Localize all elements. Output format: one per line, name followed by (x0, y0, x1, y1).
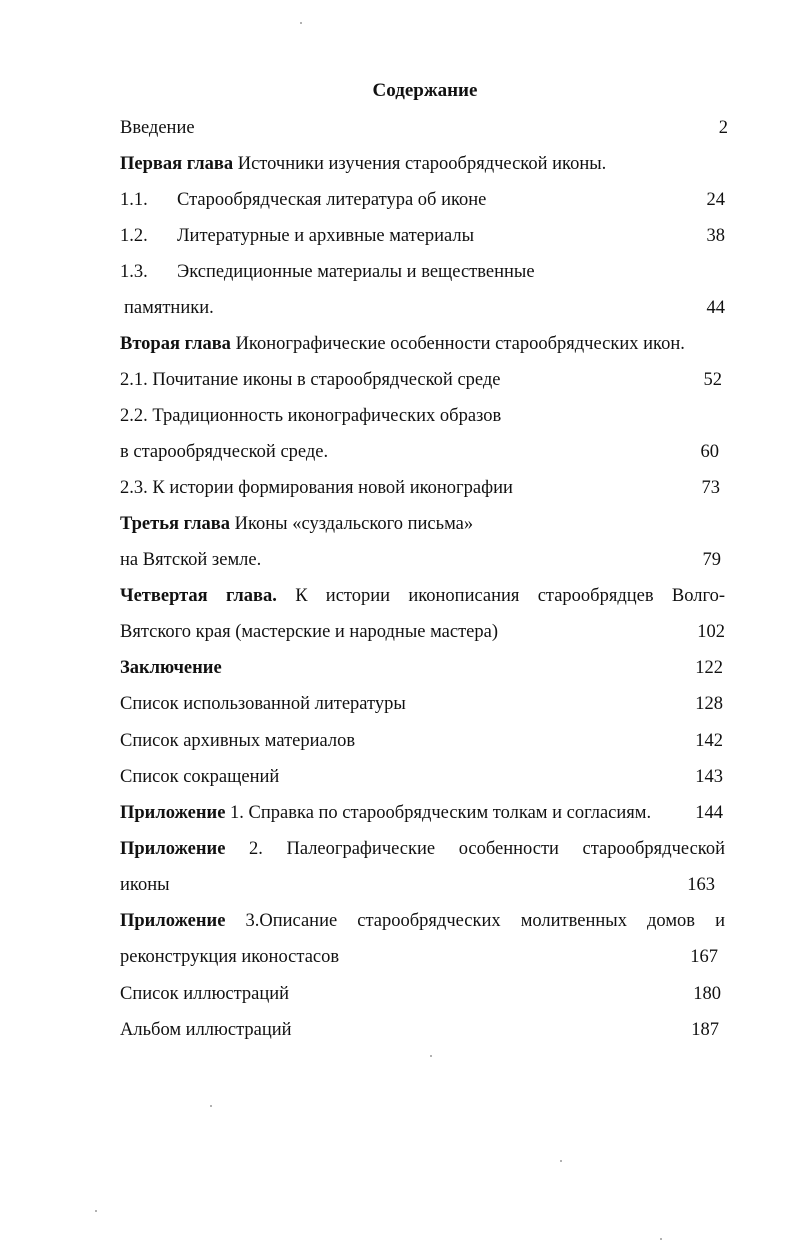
toc-label-continued: иконы (120, 875, 170, 895)
toc-chapter-2 (120, 332, 725, 356)
toc-entry-2-1 (120, 368, 725, 392)
toc-chapter-3-cont (120, 548, 725, 572)
toc-entry-2-3 (120, 476, 725, 500)
toc-label: Экспедиционные материалы и вещественные (177, 262, 535, 282)
toc-label: 2.3. К истории формирования новой иконографии (120, 478, 513, 498)
section-number: 1.1. (120, 190, 148, 210)
toc-appendix-2 (120, 837, 725, 861)
toc-label: Литературные и архивные материалы (177, 226, 475, 246)
toc-entry-conclusion (120, 656, 725, 680)
toc-page-number: 163 (687, 875, 715, 895)
toc-label: Список архивных материалов (120, 731, 356, 751)
toc-page-number: 44 (706, 298, 725, 318)
toc-entry-archives (120, 729, 725, 753)
toc-page-number: 143 (695, 767, 723, 787)
toc-entry-illustrations (120, 982, 725, 1006)
chapter-title: Источники изучения старообрядческой иконы. (233, 154, 607, 174)
section-number: 1.3. (120, 262, 148, 282)
toc-entry-1-2 (120, 224, 725, 248)
chapter-heading: Первая глава (120, 154, 234, 174)
scan-speck (95, 1210, 97, 1212)
toc-page-number: 2 (718, 118, 728, 138)
toc-page-number: 79 (702, 550, 721, 570)
toc-entry-literature (120, 692, 725, 716)
appendix-heading: Приложение (120, 803, 226, 823)
toc-chapter-4-cont (120, 620, 725, 644)
toc-entry-album (120, 1018, 725, 1042)
toc-page-number: 142 (695, 731, 723, 751)
toc-page-number: 38 (706, 226, 725, 246)
toc-appendix-3 (120, 909, 725, 933)
scan-speck (560, 1160, 562, 1162)
appendix-title: 2. Палеографические особенности старообрядческой (225, 839, 725, 859)
toc-page-number: 52 (703, 370, 722, 390)
toc-appendix-3-cont (120, 945, 725, 969)
scan-speck (300, 22, 302, 24)
toc-entry-1-3-cont (124, 296, 729, 320)
toc-label: 2.1. Почитание иконы в старообрядческой среде (120, 370, 501, 390)
toc-chapter-3 (120, 512, 725, 536)
toc-page-number: 128 (695, 694, 723, 714)
chapter-heading: Четвертая глава. (120, 586, 277, 606)
toc-label: 2.2. Традиционность иконографических образов (120, 406, 502, 426)
chapter-heading: Третья глава (120, 514, 230, 534)
toc-label: Заключение (120, 658, 222, 678)
toc-label-continued: реконструкция иконостасов (120, 947, 340, 967)
toc-page-number: 144 (695, 803, 723, 823)
toc-entry-abbreviations (120, 765, 725, 789)
appendix-heading: Приложение (120, 911, 226, 931)
toc-label-continued: памятники. (124, 298, 214, 318)
toc-page-number: 102 (697, 622, 725, 642)
toc-page-number: 24 (706, 190, 725, 210)
toc-page-number: 167 (690, 947, 718, 967)
toc-label: Список использованной литературы (120, 694, 406, 714)
toc-page-number: 180 (693, 984, 721, 1004)
toc-chapter-1 (120, 152, 725, 176)
toc-label-continued: Вятского края (мастерские и народные мастера) (120, 622, 499, 642)
toc-label: Список иллюстраций (120, 984, 290, 1004)
chapter-title: К истории иконописания старообрядцев Волго- (276, 586, 725, 606)
toc-page-number: 60 (700, 442, 719, 462)
appendix-title: 1. Справка по старообрядческим толкам и согласиям. (225, 803, 652, 823)
toc-label: Старообрядческая литература об иконе (177, 190, 487, 210)
toc-entry-2-2-cont (120, 440, 725, 464)
toc-entry-1-1 (120, 188, 725, 212)
toc-entry-2-2 (120, 404, 725, 428)
toc-page-number: 73 (701, 478, 720, 498)
toc-label-continued: на Вятской земле. (120, 550, 262, 570)
toc-page-number: 187 (691, 1020, 719, 1040)
toc-chapter-4 (120, 584, 725, 608)
scan-speck (430, 1055, 432, 1057)
chapter-title: Иконы «суздальского письма» (229, 514, 474, 534)
appendix-heading: Приложение (120, 839, 226, 859)
toc-entry-1-3 (120, 260, 725, 284)
toc-label: Список сокращений (120, 767, 280, 787)
toc-entry-intro (120, 116, 728, 140)
toc-page-number: 122 (695, 658, 723, 678)
toc-appendix-1 (120, 801, 725, 825)
scan-speck (210, 1105, 212, 1107)
toc-label-continued: в старообрядческой среде. (120, 442, 329, 462)
toc-title: Содержание (372, 80, 478, 101)
toc-label: Альбом иллюстраций (120, 1020, 292, 1040)
chapter-heading: Вторая глава (120, 334, 231, 354)
chapter-title: Иконографические особенности старообрядческих икон. (230, 334, 685, 354)
appendix-title: 3.Описание старообрядческих молитвенных домов и (225, 911, 725, 931)
scan-speck (660, 1238, 662, 1240)
section-number: 1.2. (120, 226, 148, 246)
toc-label: Введение (120, 118, 195, 138)
toc-appendix-2-cont (120, 873, 725, 897)
